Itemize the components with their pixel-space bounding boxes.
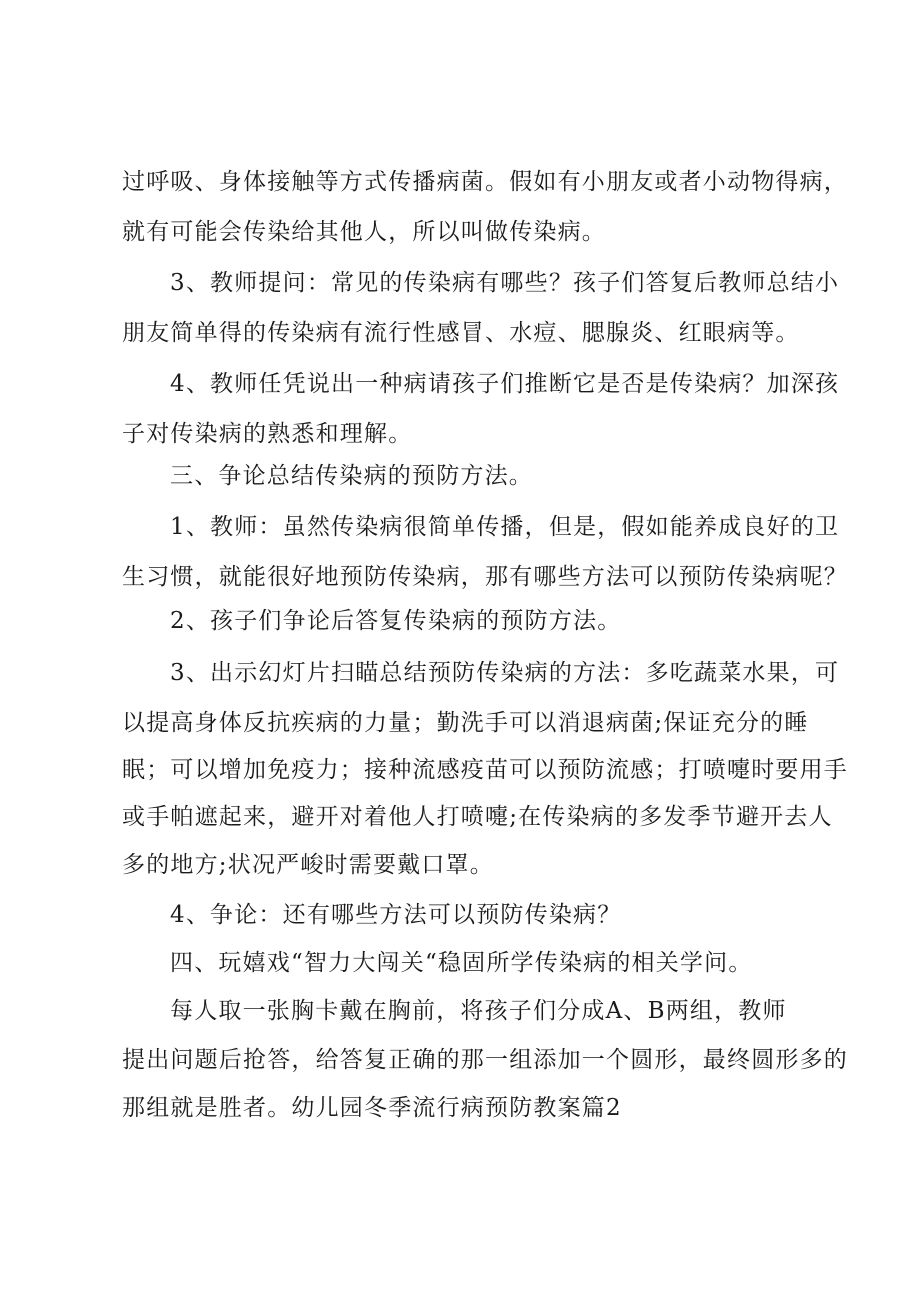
- text-line: 生习惯，就能很好地预防传染病，那有哪些方法可以预防传染病呢？: [122, 564, 848, 590]
- text-line: 多的地方;状况严峻时需要戴口罩。: [122, 852, 494, 878]
- text-line: 眠；可以增加免疫力；接种流感疫苗可以预防流感；打喷嚏时要用手: [122, 757, 848, 783]
- text-line: 朋友简单得的传染病有流行性感冒、水痘、腮腺炎、红眼病等。: [122, 320, 800, 346]
- text-line: 或手帕遮起来，避开对着他人打喷嚏;在传染病的多发季节避开去人: [122, 804, 833, 830]
- text-line: 就有可能会传染给其他人，所以叫做传染病。: [122, 219, 606, 245]
- text-line: 提出问题后抢答，给答复正确的那一组添加一个圆形，最终圆形多的: [122, 1047, 848, 1073]
- text-line: 3、出示幻灯片扫瞄总结预防传染病的方法：多吃蔬菜水果，可: [170, 660, 840, 686]
- text-line: 4、争论：还有哪些方法可以预防传染病？: [170, 902, 622, 928]
- section-heading: 三、争论总结传染病的预防方法。: [170, 463, 533, 489]
- text-line: 以提高身体反抗疾病的力量；勤洗手可以消退病菌;保证充分的睡: [122, 710, 809, 736]
- text-line: 1、教师：虽然传染病很简单传播，但是，假如能养成良好的卫: [170, 514, 840, 540]
- text-line: 4、教师任凭说出一种病请孩子们推断它是否是传染病？加深孩: [170, 371, 840, 397]
- text-line: 那组就是胜者。幼儿园冬季流行病预防教案篇2: [122, 1095, 622, 1121]
- text-line: 每人取一张胸卡戴在胸前，将孩子们分成A、B两组，教师: [170, 998, 787, 1024]
- text-line: 子对传染病的熟悉和理解。: [122, 421, 413, 447]
- text-line: 过呼吸、身体接触等方式传播病菌。假如有小朋友或者小动物得病，: [122, 169, 848, 195]
- section-heading: 四、玩嬉戏“智力大闯关“稳固所学传染病的相关学问。: [170, 950, 753, 976]
- text-line: 2、孩子们争论后答复传染病的预防方法。: [170, 608, 622, 634]
- text-line: 3、教师提问：常见的传染病有哪些？孩子们答复后教师总结小: [170, 270, 840, 296]
